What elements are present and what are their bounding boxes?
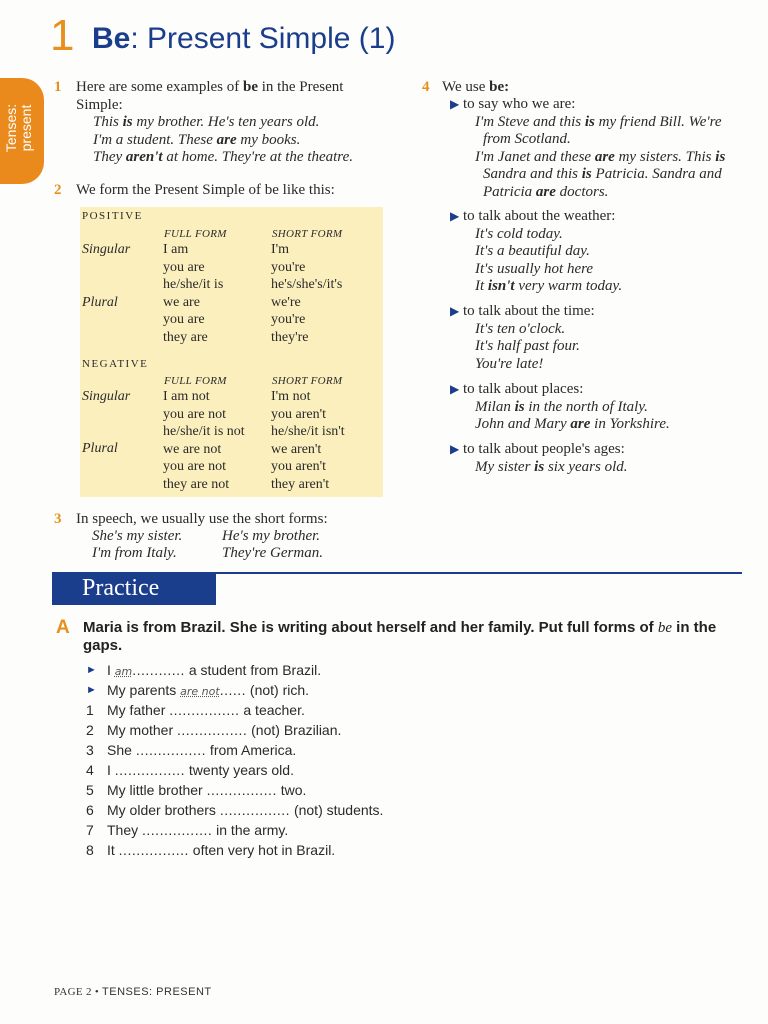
- exercise-after: in the army.: [212, 822, 289, 838]
- exercise-after: a teacher.: [239, 702, 305, 718]
- exercise-body: [107, 840, 335, 860]
- exercise-letter: A: [56, 617, 70, 638]
- exercise-after: from America.: [206, 742, 297, 758]
- page-footer: [54, 986, 212, 998]
- positive-short-form: you're: [271, 312, 306, 327]
- example-answer: are not: [180, 685, 220, 698]
- s4-who-l5a: Patricia: [483, 183, 533, 200]
- positive-full-form: you are: [163, 259, 205, 275]
- exercise-number: 2: [86, 722, 94, 738]
- exercise-item: [0, 780, 768, 800]
- exercise-number: 1: [86, 702, 94, 718]
- exercise-before: My older brothers: [107, 802, 220, 818]
- footer-bullet: •: [94, 986, 99, 998]
- negative-short-form-header: SHORT FORM: [272, 375, 343, 387]
- s4-ages-label: to talk about people's ages:: [462, 441, 625, 457]
- s4-who-block: [450, 96, 750, 201]
- exercise-number: 5: [86, 782, 94, 798]
- s4-who-l3d: is: [715, 148, 726, 165]
- s1-ex2c: my books.: [240, 131, 301, 148]
- exercise-after: two.: [276, 782, 307, 798]
- section1-text: [76, 79, 396, 167]
- title-bold: Be: [92, 22, 131, 55]
- exercise-item: [0, 840, 768, 860]
- exercise-item: [0, 820, 768, 840]
- s1-intro-c: in the Present: [261, 79, 344, 95]
- positive-full-form: we are: [163, 294, 200, 310]
- s4-who-l4a: Sandra and this: [483, 166, 579, 182]
- s1-ex1c: my brother. He's ten years old.: [136, 114, 320, 130]
- triangle-right-icon: ►: [86, 684, 97, 696]
- positive-short-form: we're: [271, 294, 301, 310]
- negative-singular-label: Singular: [82, 389, 131, 404]
- answer-gap[interactable]: ................: [177, 722, 248, 738]
- s1-intro-a: Here are some examples of: [76, 79, 240, 95]
- section1-number: 1: [54, 79, 62, 95]
- instruction-b: be: [657, 620, 672, 636]
- exercise-item: [0, 700, 768, 720]
- answer-gap[interactable]: ................: [118, 842, 189, 858]
- side-tab-text: [4, 78, 34, 178]
- s4-weather-label: to talk about the weather:: [462, 208, 616, 224]
- negative-short-form: they aren't: [271, 476, 330, 492]
- exercise-body: [107, 780, 306, 800]
- exercise-list: [0, 660, 768, 870]
- example-body: [107, 680, 309, 702]
- negative-short-form: he/she/it isn't: [271, 424, 345, 439]
- s3-ex4: They're German.: [222, 545, 323, 561]
- example-dots: ......: [219, 682, 247, 698]
- section4-number: 4: [422, 79, 430, 95]
- exercise-before: They: [107, 822, 143, 838]
- example-dots: ............: [132, 662, 185, 678]
- negative-full-form: we are not: [163, 441, 222, 457]
- triangle-right-icon: ▶: [450, 442, 460, 456]
- positive-short-form-header: SHORT FORM: [272, 228, 343, 240]
- s1-ex3c: at home. They're at the theatre.: [166, 149, 353, 165]
- triangle-right-icon: ▶: [450, 97, 460, 111]
- s4-who-l4b: is: [581, 166, 592, 182]
- triangle-right-icon: ▶: [450, 209, 460, 223]
- exercise-before: She: [107, 742, 136, 758]
- exercise-item: [0, 760, 768, 780]
- answer-gap[interactable]: ................: [135, 742, 207, 758]
- side-tab: [0, 78, 44, 184]
- s4-places-label: to talk about places:: [462, 381, 584, 397]
- title-rest: : Present Simple (1): [130, 22, 396, 55]
- triangle-right-icon: ►: [86, 664, 97, 676]
- negative-full-form-header: FULL FORM: [164, 375, 227, 387]
- s4-weather-l3: It's usually hot here: [475, 260, 594, 277]
- answer-gap[interactable]: ................: [219, 802, 291, 818]
- s4-weather-l4c: very warm today.: [518, 278, 623, 294]
- s4-places-l2b: are: [570, 416, 591, 432]
- negative-full-form: I am not: [163, 389, 210, 404]
- positive-full-form: he/she/it is: [163, 277, 224, 292]
- triangle-right-icon: ▶: [450, 382, 460, 396]
- s4-time-block: [450, 303, 750, 373]
- exercise-number: 4: [86, 762, 94, 778]
- negative-short-form: you aren't: [271, 406, 327, 422]
- practice-heading: Practice: [52, 572, 216, 605]
- exercise-before: My father: [107, 702, 170, 718]
- exercise-item: [0, 720, 768, 740]
- exercise-number: 6: [86, 802, 94, 818]
- positive-full-form: I am: [163, 242, 189, 257]
- negative-short-form: I'm not: [271, 389, 311, 404]
- positive-full-form: you are: [163, 312, 205, 327]
- example-answer: am: [114, 665, 133, 678]
- exercise-after: often very hot in Brazil.: [188, 842, 336, 858]
- exercise-body: [107, 700, 305, 720]
- s4-who-l2: from Scotland.: [483, 131, 571, 147]
- exercise-after: (not) students.: [290, 802, 384, 818]
- s1-intro-b: be: [243, 79, 259, 95]
- s3-ex2: He's my brother.: [222, 528, 321, 544]
- s4-weather-block: [450, 208, 750, 296]
- s4-intro-b: be:: [489, 79, 510, 95]
- example-after: (not) rich.: [246, 682, 310, 698]
- exercise-number: 8: [86, 842, 94, 858]
- triangle-right-icon: ▶: [450, 304, 460, 318]
- positive-plural-label: Plural: [82, 295, 118, 310]
- example-before: My parents: [107, 682, 181, 698]
- page-title: [92, 24, 395, 54]
- positive-singular-label: Singular: [82, 242, 131, 257]
- negative-full-form: he/she/it is not: [163, 424, 245, 439]
- example-body: [107, 660, 321, 682]
- s1-ex2b: are: [216, 131, 237, 148]
- negative-full-form: they are not: [163, 476, 230, 492]
- side-tab-line1: Tenses:: [3, 103, 19, 153]
- s4-who-l1a: I'm Steve and this: [475, 113, 582, 130]
- s4-places-block: [450, 381, 750, 434]
- s4-who-l3b: are: [594, 148, 615, 165]
- positive-short-form: he's/she's/it's: [271, 277, 343, 292]
- s4-time-l1: It's ten o'clock.: [475, 320, 566, 337]
- s4-who-l4c: Patricia. Sandra and: [595, 166, 722, 182]
- positive-short-form: they're: [271, 329, 309, 345]
- answer-gap[interactable]: ................: [169, 702, 240, 718]
- negative-full-form: you are not: [163, 406, 226, 422]
- section2-text: We form the Present Simple of be like this:: [76, 182, 335, 198]
- s1-ex1b: is: [122, 114, 133, 130]
- s4-weather-l2: It's a beautiful day.: [475, 243, 590, 259]
- exercise-body: [107, 800, 383, 820]
- exercise-before: I: [107, 762, 115, 778]
- s4-intro-a: We use: [442, 79, 486, 95]
- s4-who-l3a: I'm Janet and these: [475, 148, 592, 165]
- s4-places-l2c: in Yorkshire.: [594, 416, 670, 432]
- positive-full-form-header: FULL FORM: [164, 228, 227, 240]
- exercise-before: My mother: [107, 722, 178, 738]
- section4-intro: [442, 79, 509, 97]
- s4-time-label: to talk about the time:: [462, 303, 595, 319]
- exercise-number: 3: [86, 742, 94, 758]
- exercise-before: It: [107, 842, 119, 858]
- s4-who-label: to say who we are:: [462, 96, 576, 112]
- example-before: I: [107, 662, 115, 678]
- section3-text: In speech, we usually use the short forms:: [76, 511, 328, 527]
- negative-short-form: we aren't: [271, 441, 322, 457]
- exercise-body: [107, 760, 294, 780]
- positive-short-form: you're: [271, 259, 306, 275]
- answer-gap[interactable]: ................: [142, 822, 213, 838]
- side-tab-line2: present: [18, 104, 34, 152]
- footer-page: PAGE 2: [54, 986, 92, 998]
- negative-plural-label: Plural: [82, 441, 118, 456]
- s1-ex3a: They: [93, 149, 123, 165]
- s4-places-l1c: in the north of Italy.: [528, 398, 648, 415]
- s4-who-l5b: are: [535, 183, 556, 200]
- footer-section: TENSES: PRESENT: [102, 986, 212, 998]
- section2-number: 2: [54, 182, 62, 198]
- s1-ex1a: This: [93, 114, 119, 130]
- s4-who-l1b: is: [584, 113, 595, 130]
- exercise-number: 7: [86, 822, 94, 838]
- s1-intro-d: Simple:: [76, 96, 123, 113]
- example-after: a student from Brazil.: [184, 662, 322, 678]
- s4-who-l5c: doctors.: [559, 183, 609, 200]
- negative-short-form: you aren't: [271, 459, 327, 474]
- exercise-item: [0, 740, 768, 760]
- negative-full-form: you are not: [163, 459, 226, 474]
- exercise-item: [0, 800, 768, 820]
- instruction-a: Maria is from Brazil. She is writing about herself and her family. Put full forms of: [83, 619, 654, 636]
- exercise-example: [0, 660, 768, 680]
- positive-label: POSITIVE: [82, 210, 143, 222]
- answer-gap[interactable]: ................: [206, 782, 277, 798]
- positive-full-form: they are: [163, 329, 208, 345]
- unit-number: 1: [50, 11, 75, 60]
- negative-label: NEGATIVE: [82, 358, 149, 370]
- s1-ex2a: I'm a student. These: [93, 131, 213, 148]
- s4-who-l3c: my sisters. This: [618, 148, 712, 165]
- s4-ages-block: [450, 441, 750, 476]
- s4-ages-l1b: is: [534, 458, 545, 475]
- s4-ages-l1c: six years old.: [547, 458, 628, 475]
- s3-ex1: She's my sister.: [92, 528, 183, 544]
- exercise-body: [107, 720, 341, 740]
- s4-weather-l4a: It: [475, 278, 485, 294]
- exercise-example: [0, 680, 768, 700]
- exercise-after: (not) Brazilian.: [247, 722, 342, 738]
- s4-places-l1a: Milan: [475, 398, 511, 415]
- s4-places-l2a: John and Mary: [475, 416, 567, 432]
- s4-time-l2: It's half past four.: [475, 338, 580, 354]
- exercise-body: [107, 740, 296, 760]
- s4-places-l1b: is: [514, 398, 525, 415]
- s4-weather-l4b: isn't: [487, 278, 515, 294]
- exercise-instruction: [83, 619, 743, 655]
- answer-gap[interactable]: ................: [114, 762, 186, 778]
- s4-who-l1c: my friend Bill. We're: [598, 113, 722, 130]
- exercise-after: twenty years old.: [185, 762, 294, 778]
- section3-number: 3: [54, 511, 62, 527]
- s1-ex3b: aren't: [125, 149, 163, 165]
- s4-weather-l1: It's cold today.: [475, 225, 563, 242]
- positive-short-form: I'm: [271, 242, 290, 257]
- exercise-body: [107, 820, 288, 840]
- instruction-c: in the gaps.: [83, 619, 717, 654]
- s3-ex3: I'm from Italy.: [92, 545, 177, 561]
- s4-time-l3: You're late!: [475, 355, 544, 372]
- s4-ages-l1a: My sister: [475, 458, 531, 475]
- exercise-before: My little brother: [107, 782, 207, 798]
